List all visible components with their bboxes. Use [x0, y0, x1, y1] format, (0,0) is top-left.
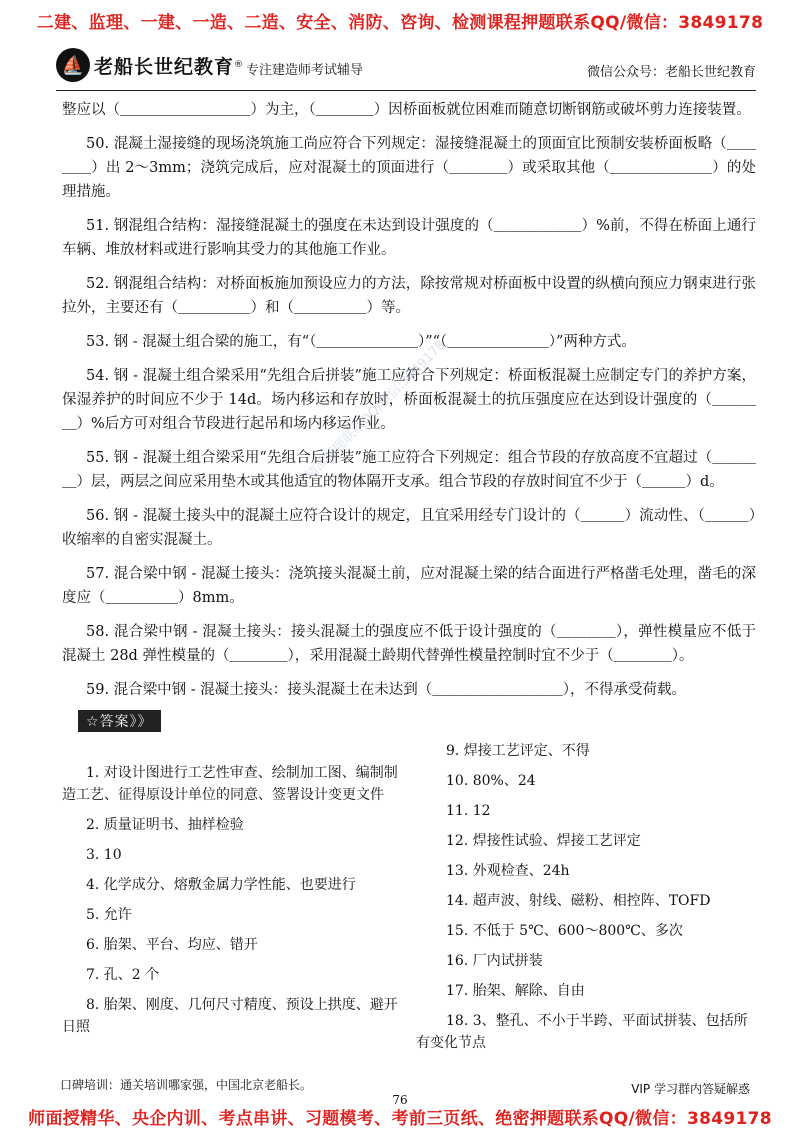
answer-item: 5. 允许 [86, 907, 132, 923]
answer-item: 3. 10 [86, 847, 122, 863]
bottom-banner: 师面授精华、央企内训、考点串讲、习题模考、考前三页纸、绝密押题联系QQ/微信：3849178 [28, 1109, 772, 1129]
header-wechat: 微信公众号：老船长世纪教育 [586, 65, 756, 80]
question-item: 55. 钢 - 混凝土组合梁采用“先组合后拼装”施工应符合下列规定：组合节段的存放高度不宜超过（＿＿＿＿）层，两层之间应采用垫木或其他适宜的物体隔开支承。组合节段的存放时间宜不少于（＿＿＿）d。 [62, 450, 756, 490]
answer-item: 7. 孔、2 个 [86, 967, 160, 983]
answer-item: 13. 外观检查、24h [446, 863, 570, 879]
watermark: 精准押题联系QQ/微信:3849178 [302, 337, 449, 484]
footer-slogan: 口碑培训：通关培训哪家强，中国北京老船长。 [60, 1078, 313, 1092]
question-item: 51. 钢混组合结构：湿接缝混凝土的强度在未达到设计强度的（＿＿＿＿＿＿）%前，不得在桥面上通行车辆、堆放材料或进行影响其受力的其他施工作业。 [62, 218, 756, 258]
answer-item: 8. 胎架、刚度、几何尺寸精度、预设上拱度、避开日照 [62, 997, 398, 1035]
answer-item: 9. 焊接工艺评定、不得 [446, 743, 590, 759]
top-banner: 二建、监理、一建、一造、二造、安全、消防、咨询、检测课程押题联系QQ/微信：3849178 [36, 13, 764, 33]
answers-right-column [416, 740, 756, 1062]
question-item: 50. 混凝土湿接缝的现场浇筑施工尚应符合下列规定：湿接缝混凝土的顶面宜比预制安装桥面板略（＿＿＿＿）出 2～3mm；浇筑完成后，应对混凝土的顶面进行（＿＿＿＿）或采取其他（＿＿＿＿＿＿＿）的处理措施。 [62, 136, 756, 200]
question-item: 52. 钢混组合结构：对桥面板施加预设应力的方法，除按常规对桥面板中设置的纵横向预应力钢束进行张拉外，主要还有（＿＿＿＿＿）和（＿＿＿＿＿）等。 [62, 276, 756, 316]
question-list [62, 98, 756, 712]
page-number: 76 [392, 1093, 408, 1107]
logo-text: 老船长世纪教育 [94, 55, 235, 78]
answer-item: 17. 胎架、解除、自由 [446, 983, 585, 999]
answers-left-column [62, 762, 402, 1046]
header-slogan: 专注建造师考试辅导 [246, 63, 364, 78]
answer-item: 12. 焊接性试验、焊接工艺评定 [446, 833, 641, 849]
registered-mark: ® [234, 60, 244, 70]
question-item: 56. 钢 - 混凝土接头中的混凝土应符合设计的规定，且宜采用经专门设计的（＿＿＿）流动性、（＿＿＿）收缩率的自密实混凝土。 [62, 508, 756, 548]
answer-item: 11. 12 [446, 803, 491, 819]
answers-label: ☆答案》》 [78, 710, 161, 732]
logo [56, 48, 243, 82]
question-item: 58. 混合梁中钢 - 混凝土接头：接头混凝土的强度应不低于设计强度的（＿＿＿＿），弹性模量应不低于混凝土 28d 弹性模量的（＿＿＿＿），采用混凝土龄期代替弹性模量控制时宜不少于（＿＿＿＿）。 [62, 624, 756, 664]
answer-item: 2. 质量证明书、抽样检验 [86, 817, 244, 833]
answer-item: 4. 化学成分、熔敷金属力学性能、也要进行 [86, 877, 356, 893]
question-item: 整应以（＿＿＿＿＿＿＿＿＿）为主，（＿＿＿＿）因桥面板就位困难而随意切断钢筋或破坏剪力连接装置。 [62, 102, 751, 118]
question-item: 54. 钢 - 混凝土组合梁采用“先组合后拼装”施工应符合下列规定：桥面板混凝土应制定专门的养护方案，保湿养护的时间应不少于 14d。场内移运和存放时，桥面板混凝土的抗压强度应在达到设计强度的（＿＿＿＿）%后方可对组合节段进行起吊和场内移运作业。 [62, 368, 756, 432]
answer-item: 10. 80%、24 [446, 773, 536, 789]
header-divider [56, 90, 756, 91]
question-item: 57. 混合梁中钢 - 混凝土接头：浇筑接头混凝土前，应对混凝土梁的结合面进行严格凿毛处理，凿毛的深度应（＿＿＿＿＿）8mm。 [62, 566, 756, 606]
answer-item: 1. 对设计图进行工艺性审查、绘制加工图、编制制造工艺、征得原设计单位的同意、签署设计变更文件 [62, 765, 398, 803]
question-item: 59. 混合梁中钢 - 混凝土接头：接头混凝土在未达到（＿＿＿＿＿＿＿＿＿），不得承受荷载。 [86, 682, 687, 698]
footer-vip: VIP 学习群内答疑解惑 [631, 1082, 750, 1096]
answer-item: 6. 胎架、平台、均应、错开 [86, 937, 258, 953]
ship-logo-icon: ⛵ [56, 48, 90, 82]
answer-item: 18. 3、整孔、不小于半跨、平面试拼装、包括所有变化节点 [416, 1013, 748, 1051]
answer-item: 16. 厂内试拼装 [446, 953, 543, 969]
question-item: 53. 钢 - 混凝土组合梁的施工，有“（＿＿＿＿＿＿＿）”“（＿＿＿＿＿＿＿）”两种方式。 [86, 334, 636, 350]
answer-item: 15. 不低于 5℃、600～800℃、多次 [446, 923, 683, 939]
answer-item: 14. 超声波、射线、磁粉、相控阵、TOFD [446, 893, 711, 909]
page-header [56, 48, 756, 88]
